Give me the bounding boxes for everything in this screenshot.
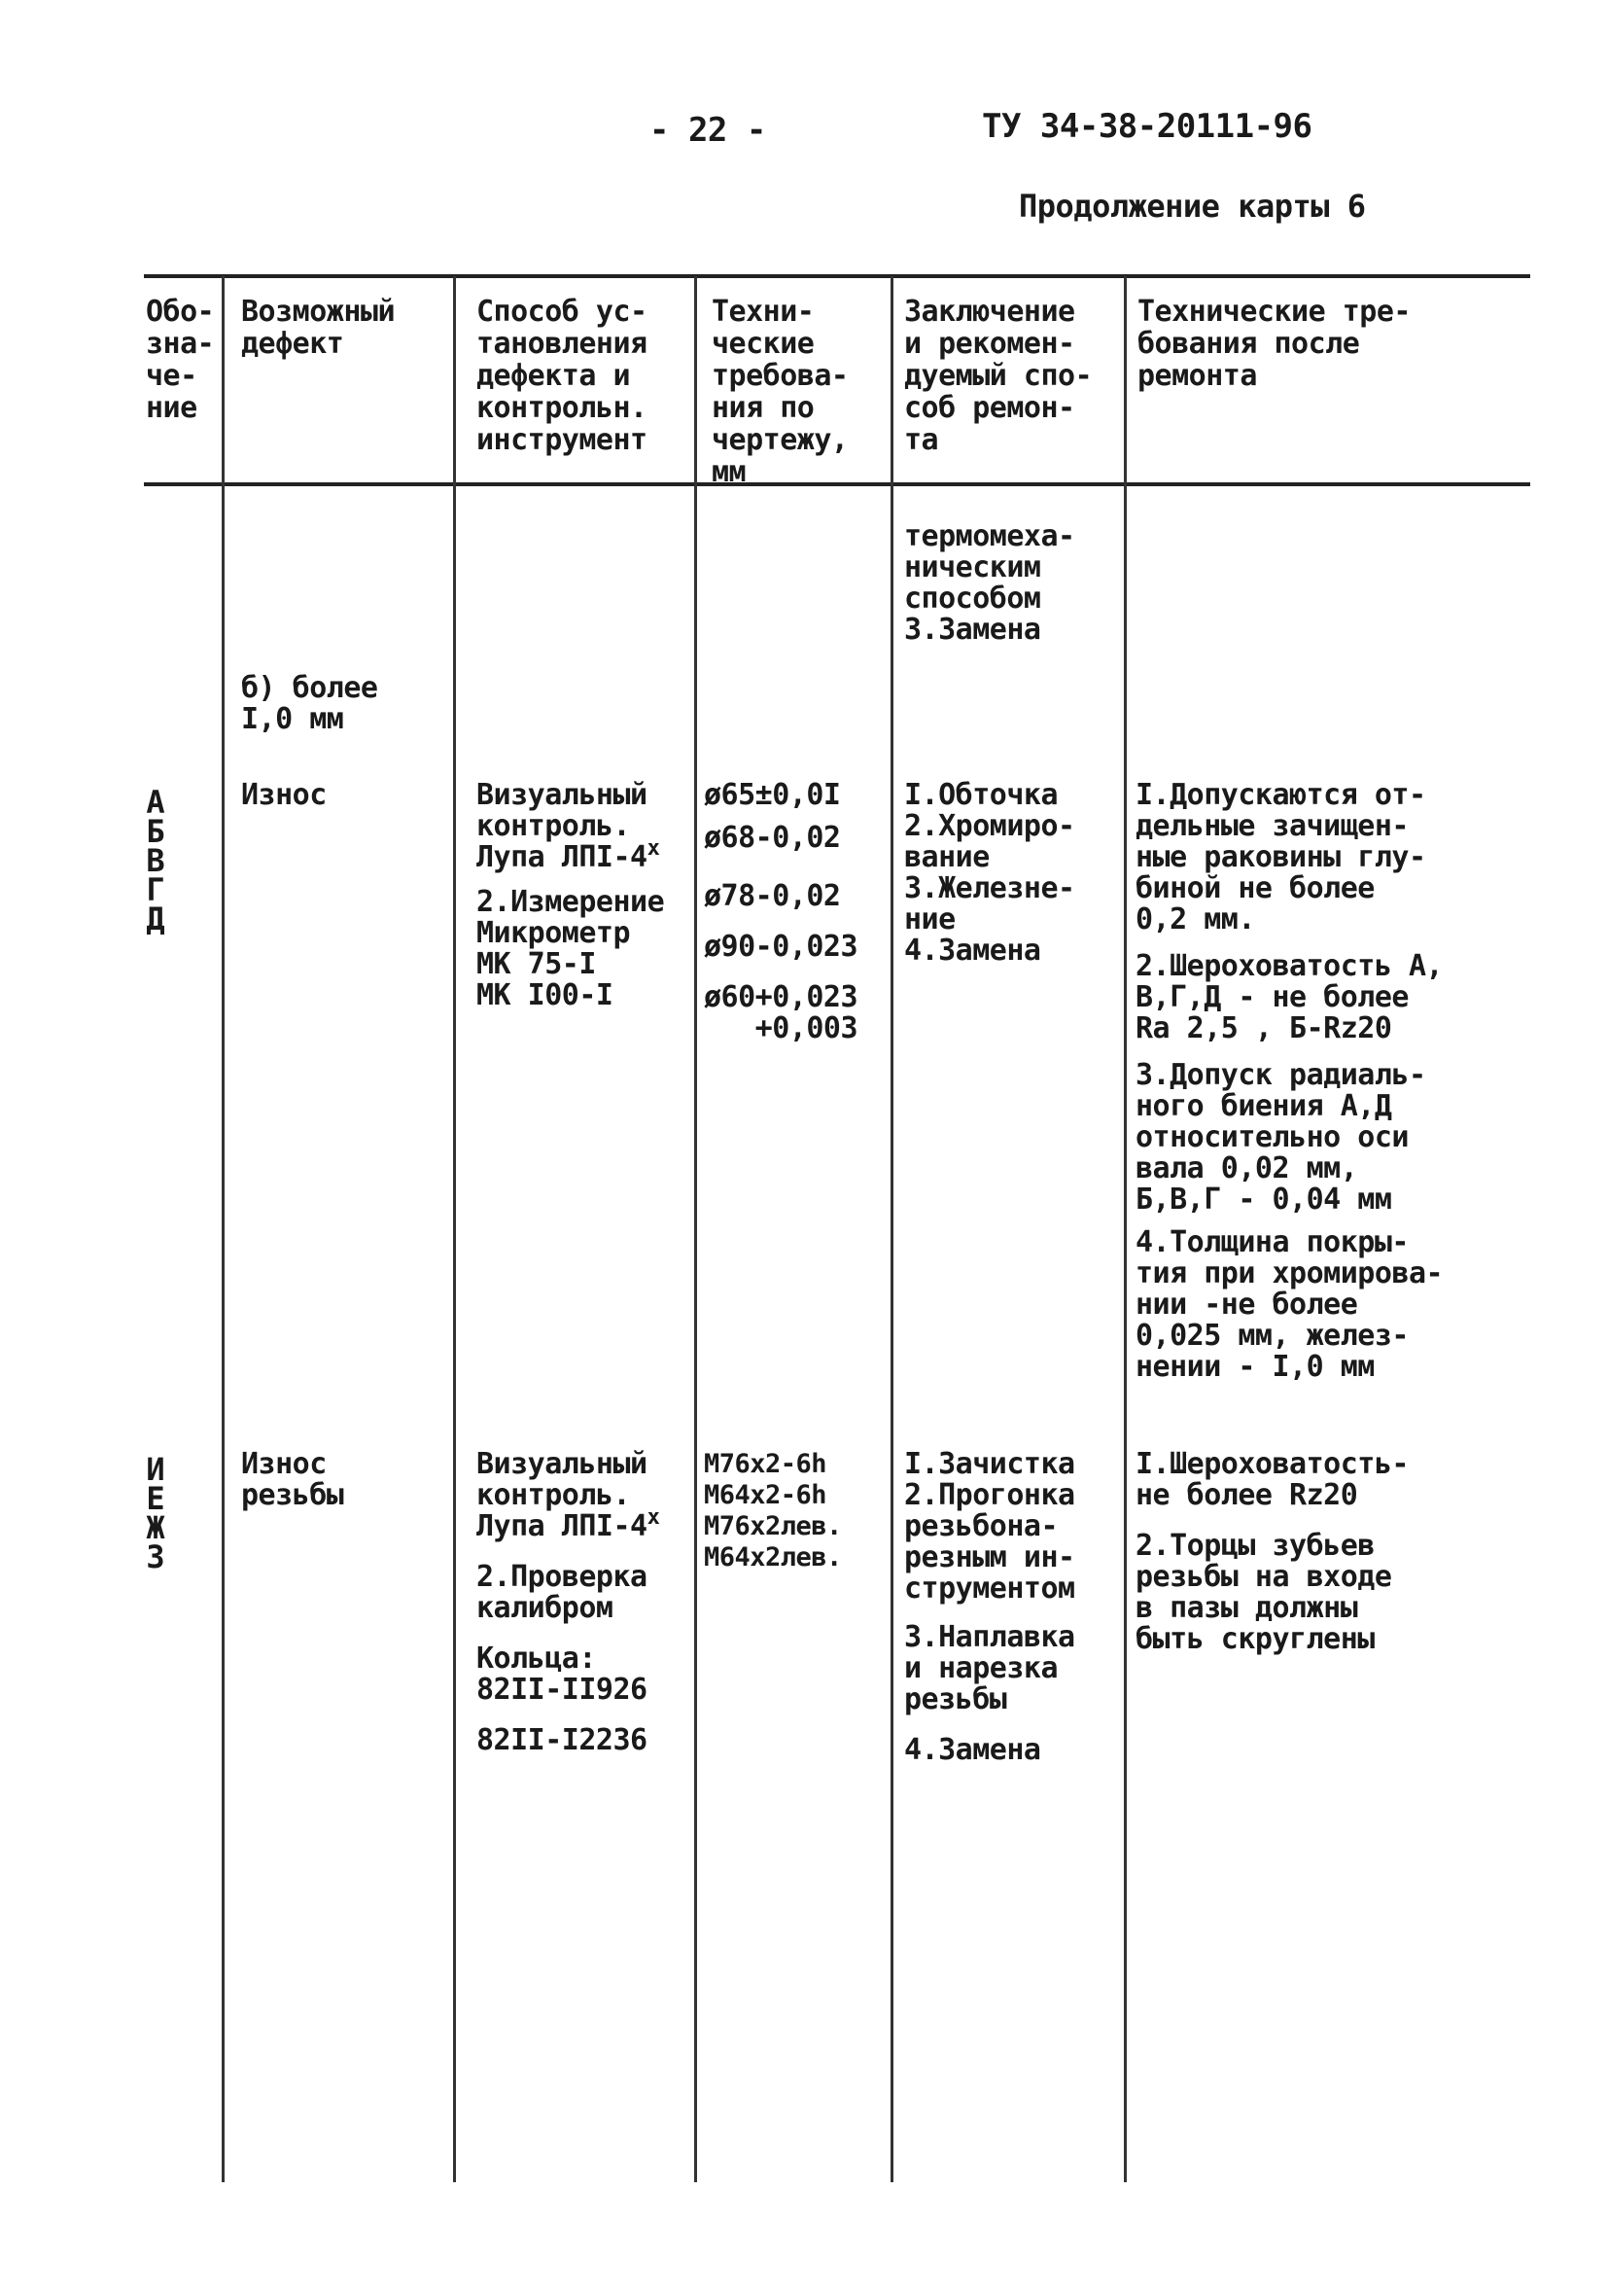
tech-req-row2-3: М76х2лев.: [704, 1511, 842, 1541]
continuation-note: Продолжение карты 6: [1019, 188, 1366, 225]
document-code: ТУ 34-38-20111-96: [982, 107, 1312, 146]
after-repair-row1-3: 3.Допуск радиаль- ного биения А,Д относительно оси вала 0,02 мм, Б,В,Г - 0,04 мм: [1136, 1058, 1426, 1217]
method-rings2-row2: 82II-I2236: [476, 1723, 647, 1757]
after-repair-row2-a: I.Шероховатость- не более Rz20: [1136, 1447, 1409, 1512]
conclusion-row1: I.Обточка 2.Хромиро- вание 3.Железне- ние 4.Замена: [904, 778, 1075, 968]
conclusion-row2-c: 4.Замена: [904, 1733, 1041, 1767]
tech-req-row2-4: М64х2лев.: [704, 1542, 842, 1572]
defect-row2: Износ резьбы: [241, 1447, 344, 1512]
tech-req-row1-3: ø78-0,02: [704, 879, 841, 913]
defect-row1: Износ: [241, 778, 327, 812]
tech-req-row1-4: ø90-0,023: [704, 930, 858, 964]
column-header-method: Способ ус- тановления дефекта и контрольн. инструмент: [476, 295, 647, 457]
tech-req-row1-2: ø68-0,02: [704, 821, 841, 855]
method-measure-row1: 2.Измерение Микрометр МК 75-I МК I00-I: [476, 885, 665, 1012]
column-divider-5: [1124, 276, 1127, 2182]
designation-letters-row1: А Б В Г Д: [146, 784, 165, 937]
page-number: - 22 -: [649, 111, 766, 150]
sub-defect: б) более I,0 мм: [241, 671, 378, 736]
table-top-rule: [144, 274, 1530, 278]
column-divider-2: [453, 276, 456, 2182]
method-check-row2: 2.Проверка калибром: [476, 1560, 647, 1625]
column-header-designation: Обо- зна- че- ние: [146, 295, 215, 425]
continued-conclusion: термомеха- ническим способом 3.Замена: [904, 519, 1075, 647]
method-visual-row2: Визуальный контроль. Лупа ЛПI-$4^х$: [476, 1447, 660, 1543]
tech-req-row1-5: ø60+0,023 +0,003: [704, 980, 858, 1045]
column-divider-4: [891, 276, 893, 2182]
superscript-mark: х: [647, 836, 660, 861]
column-divider-1: [222, 276, 225, 2182]
after-repair-row1-2: 2.Шероховатость А, В,Г,Д - не более Ra 2,5 , Б-Rz20: [1136, 949, 1444, 1045]
method-visual-row1: Визуальный контроль. Лупа ЛПI-$4^х$: [476, 778, 660, 874]
column-divider-3: [694, 276, 697, 2182]
tech-req-row2-2: М64х2-6h: [704, 1480, 827, 1510]
column-header-after-repair: Технические тре- бования после ремонта: [1137, 295, 1411, 393]
column-header-defect: Возможный дефект: [241, 295, 396, 361]
after-repair-row1-4: 4.Толщина покры- тия при хромирова- нии -не более 0,025 мм, желез- нении - I,0 мм: [1136, 1225, 1444, 1384]
designation-letters-row2: И Е Ж З: [146, 1451, 165, 1575]
tech-req-row1-1: ø65±0,0I: [704, 778, 841, 812]
tech-req-row2-1: М76х2-6h: [704, 1449, 827, 1479]
method-rings-row2: Кольца: 82II-II926: [476, 1642, 647, 1707]
column-header-conclusion: Заключение и рекомен- дуемый спо- соб ремон- та: [904, 295, 1093, 457]
after-repair-row1-1: I.Допускаются от- дельные зачищен- ные раковины глу- биной не более 0,2 мм.: [1136, 778, 1426, 936]
column-header-tech-req: Техни- ческие требова- ния по чертежу, мм: [712, 295, 849, 489]
superscript-mark: х: [647, 1505, 660, 1530]
conclusion-row2-b: 3.Наплавка и нарезка резьбы: [904, 1620, 1075, 1716]
after-repair-row2-b: 2.Торцы зубьев резьбы на входе в пазы должны быть скруглены: [1136, 1529, 1392, 1656]
conclusion-row2-a: I.Зачистка 2.Прогонка резьбона- резным ин- струментом: [904, 1447, 1075, 1606]
